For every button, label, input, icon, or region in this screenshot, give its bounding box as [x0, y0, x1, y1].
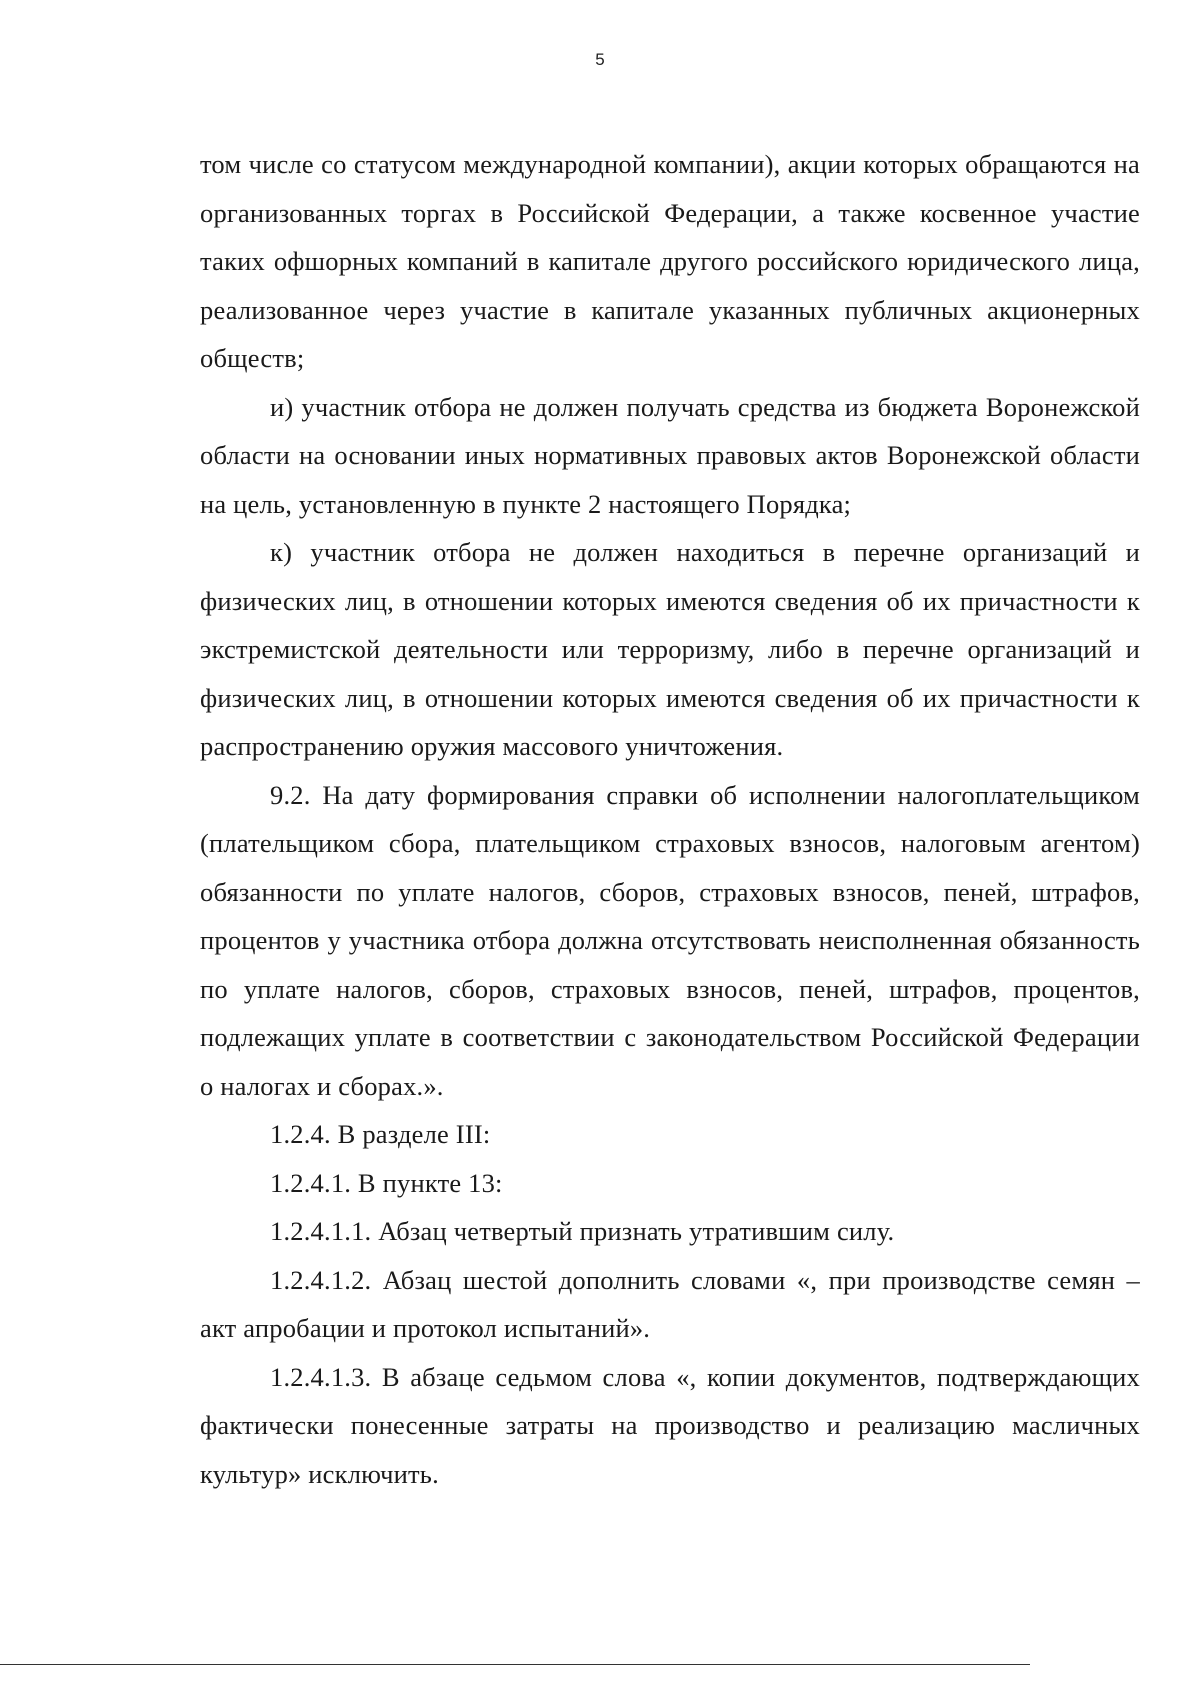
paragraph-clause-1-2-4-1-1: 1.2.4.1.1. Абзац четвертый признать утратившим силу. — [270, 1216, 895, 1246]
paragraph-clause-1-2-4-1-2: 1.2.4.1.2. Абзац шестой дополнить словами «, при производстве семян – акт апробации и протокол испытаний». — [200, 1264, 1140, 1343]
paragraph-item-i: и) участник отбора не должен получать средства из бюджета Воронежской области на основании иных нормативных правовых актов Воронежской области на цель, установленную в пункте 2 настоящего Порядка; — [200, 391, 1140, 519]
paragraph-clause-1-2-4: 1.2.4. В разделе III: — [270, 1119, 491, 1149]
bottom-divider-line — [0, 1664, 1030, 1665]
page-number: 5 — [595, 50, 605, 69]
document-body — [200, 140, 1140, 1498]
paragraph-clause-1-2-4-1-3: 1.2.4.1.3. В абзаце седьмом слова «, копии документов, подтверждающих фактически понесенные затраты на производство и реализацию масличных культур» исключить. — [200, 1361, 1140, 1489]
paragraph-clause-1-2-4-1: 1.2.4.1. В пункте 13: — [270, 1167, 503, 1198]
paragraph-continuation: том числе со статусом международной компании), акции которых обращаются на организованных торгах в Российской Федерации, а также косвенное участие таких офшорных компаний в капитале другого российского юридического лица, реализованное через участие в капитале указанных публичных акционерных обществ; — [200, 149, 1140, 373]
paragraph-item-k: к) участник отбора не должен находиться в перечне организаций и физических лиц, в отношении которых имеются сведения об их причастности к экстремистской деятельности или терроризму, либо в перечне организаций и физических лиц, в отношении которых имеются сведения об их причастности к распространению оружия массового уничтожения. — [200, 537, 1140, 761]
paragraph-clause-9-2: 9.2. На дату формирования справки об исполнении налогоплательщиком (плательщиком сбора, плательщиком страховых взносов, налоговым агентом) обязанности по уплате налогов, сборов, страховых взносов, пеней, штрафов, процентов у участника отбора должна отсутствовать неисполненная обязанность по уплате налогов, сборов, страховых взносов, пеней, штрафов, процентов, подлежащих уплате в соответствии с законодательством Российской Федерации о налогах и сборах.». — [200, 779, 1140, 1101]
